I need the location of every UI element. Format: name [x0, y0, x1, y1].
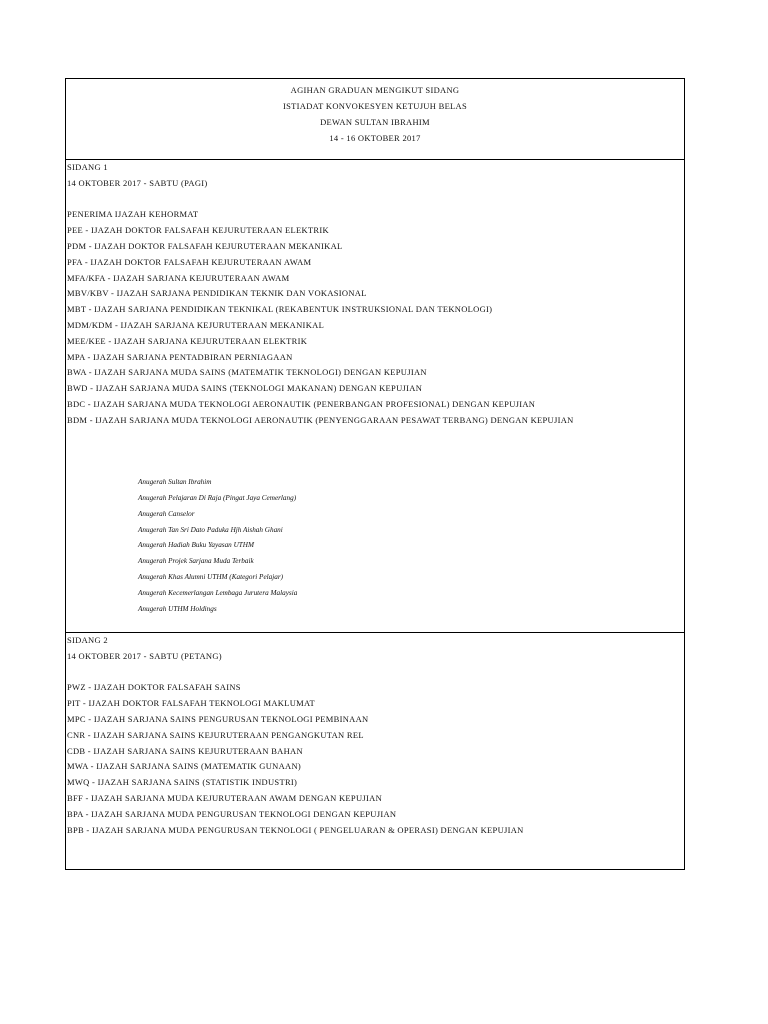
award-item: Anugerah Kecemerlangan Lembaga Jurutera Malaysia: [138, 588, 298, 597]
session-1-section: [65, 159, 685, 633]
program-item: PFA - IJAZAH DOKTOR FALSAFAH KEJURUTERAAN AWAM: [67, 256, 312, 267]
program-item: BPA - IJAZAH SARJANA MUDA PENGURUSAN TEKNOLOGI DENGAN KEPUJIAN: [67, 808, 397, 819]
awards-list: [66, 475, 684, 617]
program-item: CNR - IJAZAH SARJANA SAINS KEJURUTERAAN PENGANGKUTAN REL: [67, 729, 364, 740]
program-item: MWA - IJAZAH SARJANA SAINS (MATEMATIK GUNAAN): [67, 761, 302, 772]
award-item: Anugerah UTHM Holdings: [138, 604, 217, 613]
program-item: PDM - IJAZAH DOKTOR FALSAFAH KEJURUTERAAN MEKANIKAL: [67, 240, 343, 251]
header-event: ISTIADAT KONVOKESYEN KETUJUH BELAS: [282, 101, 468, 111]
document-header: [65, 78, 685, 160]
award-item: Anugerah Tan Sri Dato Paduka Hjh Aishah Ghani: [138, 525, 283, 534]
session-date: 14 OKTOBER 2017 - SABTU (PETANG): [67, 650, 222, 661]
session-date: 14 OKTOBER 2017 - SABTU (PAGI): [67, 177, 208, 188]
program-item: BDM - IJAZAH SARJANA MUDA TEKNOLOGI AERONAUTIK (PENYENGGARAAN PESAWAT TERBANG) DENGAN KEPUJIAN: [67, 414, 574, 425]
award-item: Anugerah Hadiah Buku Yayasan UTHM: [138, 541, 254, 550]
program-item: MDM/KDM - IJAZAH SARJANA KEJURUTERAAN MEKANIKAL: [67, 319, 325, 330]
program-item: BFF - IJAZAH SARJANA MUDA KEJURUTERAAN AWAM DENGAN KEPUJIAN: [67, 792, 383, 803]
award-item: Anugerah Sultan Ibrahim: [138, 478, 212, 487]
award-item: Anugerah Canselor: [138, 509, 195, 518]
award-item: Anugerah Khas Alumni UTHM (Kategori Pelajar): [138, 572, 284, 581]
program-item: BPB - IJAZAH SARJANA MUDA PENGURUSAN TEKNOLOGI ( PENGELUARAN & OPERASI) DENGAN KEPUJIAN: [67, 824, 524, 835]
session-2-section: [65, 632, 685, 870]
program-item: MPA - IJAZAH SARJANA PENTADBIRAN PERNIAGAAN: [67, 351, 293, 362]
header-title: AGIHAN GRADUAN MENGIKUT SIDANG: [290, 85, 460, 95]
program-item: BWA - IJAZAH SARJANA MUDA SAINS (MATEMATIK TEKNOLOGI) DENGAN KEPUJIAN: [67, 367, 427, 378]
session-title: SIDANG 2: [67, 635, 108, 645]
program-item: PWZ - IJAZAH DOKTOR FALSAFAH SAINS: [67, 682, 241, 693]
session-title: SIDANG 1: [67, 162, 108, 172]
program-item: CDB - IJAZAH SARJANA SAINS KEJURUTERAAN BAHAN: [67, 745, 303, 756]
award-item: Anugerah Projek Sarjana Muda Terbaik: [138, 557, 254, 566]
program-item: BWD - IJAZAH SARJANA MUDA SAINS (TEKNOLOGI MAKANAN) DENGAN KEPUJIAN: [67, 383, 423, 394]
program-item: MFA/KFA - IJAZAH SARJANA KEJURUTERAAN AWAM: [67, 272, 290, 283]
program-item: MWQ - IJAZAH SARJANA SAINS (STATISTIK INDUSTRI): [67, 777, 298, 788]
program-item: MEE/KEE - IJAZAH SARJANA KEJURUTERAAN ELEKTRIK: [67, 335, 308, 346]
program-item: PENERIMA IJAZAH KEHORMAT: [67, 209, 199, 220]
program-item: MBV/KBV - IJAZAH SARJANA PENDIDIKAN TEKNIK DAN VOKASIONAL: [67, 288, 367, 299]
header-venue: DEWAN SULTAN IBRAHIM: [320, 117, 430, 127]
program-item: PEE - IJAZAH DOKTOR FALSAFAH KEJURUTERAAN ELEKTRIK: [67, 225, 329, 236]
program-item: MBT - IJAZAH SARJANA PENDIDIKAN TEKNIKAL (REKABENTUK INSTRUKSIONAL DAN TEKNOLOGI): [67, 304, 493, 315]
program-item: PIT - IJAZAH DOKTOR FALSAFAH TEKNOLOGI MAKLUMAT: [67, 698, 316, 709]
program-item: MPC - IJAZAH SARJANA SAINS PENGURUSAN TEKNOLOGI PEMBINAAN: [67, 713, 369, 724]
award-item: Anugerah Pelajaran Di Raja (Pingat Jaya Cemerlang): [138, 493, 297, 502]
header-dates: 14 - 16 OKTOBER 2017: [329, 133, 421, 143]
program-item: BDC - IJAZAH SARJANA MUDA TEKNOLOGI AERONAUTIK (PENERBANGAN PROFESIONAL) DENGAN KEPUJIAN: [67, 398, 536, 409]
